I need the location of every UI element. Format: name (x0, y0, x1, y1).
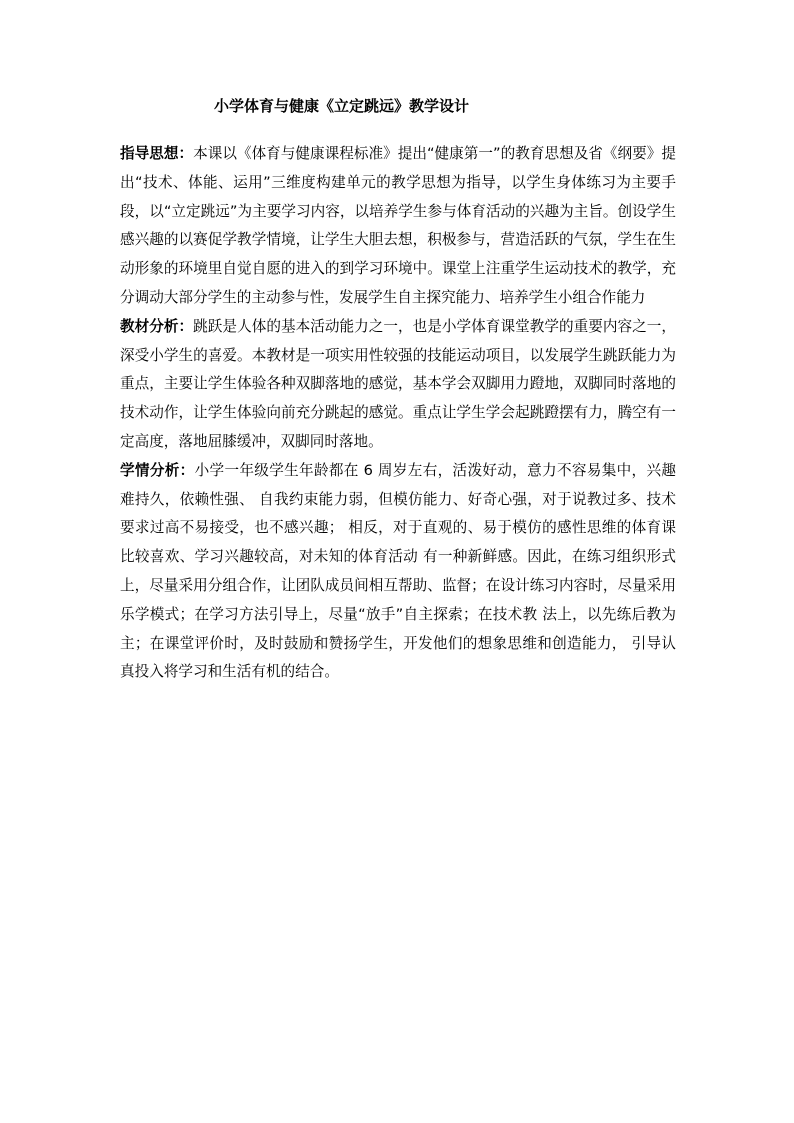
section-text-material-analysis: 跳跃是人体的基本活动能力之一，也是小学体育课堂教学的重要内容之一，深受小学生的喜爱。本教材是一项实用性较强的技能运动项目，以发展学生跳跃能力为重点，主要让学生体验各种双脚落地的感觉，基本学会双脚用力蹬地，双脚同时落地的技术动作，让学生体验向前充分跳起的感觉。重点让学生学会起跳蹬摆有力，腾空有一定高度，落地屈膝缓冲，双脚同时落地。 (120, 317, 676, 450)
section-label-guiding-ideology: 指导思想： (120, 145, 194, 162)
section-guiding-ideology (120, 140, 676, 313)
section-material-analysis (120, 313, 676, 457)
document-title: 小学体育与健康《立定跳远》教学设计 (214, 97, 470, 115)
section-label-material-analysis: 教材分析： (120, 317, 194, 335)
document-body (120, 140, 676, 687)
section-text-guiding-ideology: 本课以《体育与健康课程标准》提出“健康第一”的教育思想及省《纲要》提出“技术、体能、运用”三维度构建单元的教学思想为指导，以学生身体练习为主要手段，以“立定跳远”为主要学习内容，以培养学生参与体育活动的兴趣为主旨。创设学生感兴趣的以赛促学教学情境，让学生大胆去想，积极参与，营造活跃的气氛，学生在生动形象的环境里自觉自愿的进入的到学习环境中。课堂上注重学生运动技术的教学，充分调动大部分学生的主动参与性，发展学生自主探究能力、培养学生小组合作能力 (120, 145, 676, 306)
section-student-analysis (120, 457, 676, 687)
section-label-student-analysis: 学情分析： (120, 461, 195, 479)
section-text-student-analysis: 小学一年级学生年龄都在 6 周岁左右，活泼好动，意力不容易集中，兴趣难持久，依赖性强、 自我约束能力弱，但模仿能力、好奇心强，对于说教过多、技术要求过高不易接受，也不感兴趣； 相反，对于直观的、易于模仿的感性思维的体育课比较喜欢、学习兴趣较高，对未知的体育活动 有一种新鲜感。因此，在练习组织形式上，尽量采用分组合作，让团队成员间相互帮助、监督；在设计练习内容时，尽量采用乐学模式；在学习方法引导上，尽量“放手”自主探索；在技术教 法上，以先练后教为主；在课堂评价时，及时鼓励和赞扬学生，开发他们的想象思维和创造能力， 引导认真投入将学习和生活有机的结合。 (120, 461, 676, 681)
